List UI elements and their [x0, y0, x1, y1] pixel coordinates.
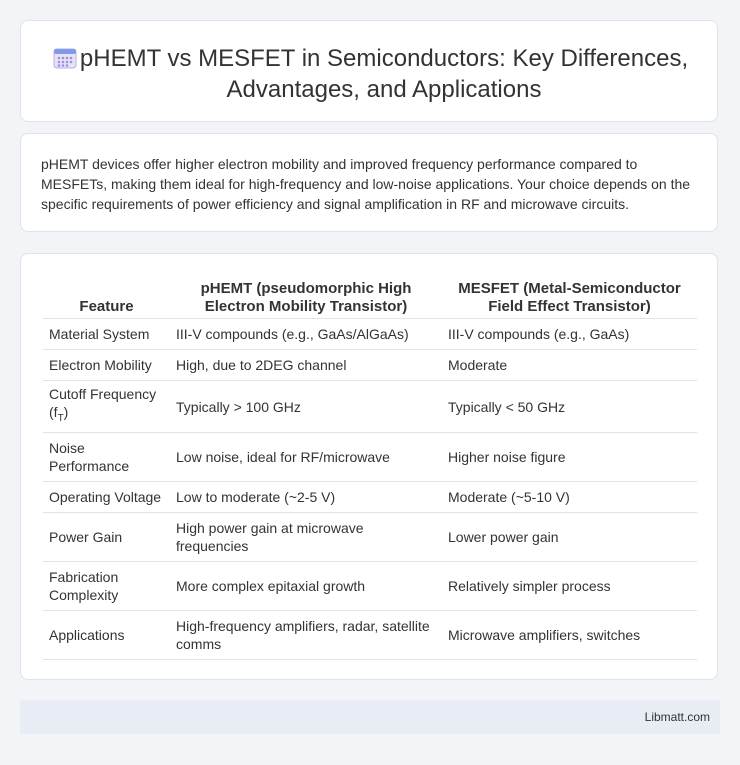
row-phemt: High power gain at microwave frequencies [170, 513, 442, 562]
row-mesfet: Higher noise figure [442, 433, 697, 482]
intro-card [20, 133, 718, 232]
row-feature: Operating Voltage [43, 482, 170, 513]
row-mesfet: Microwave amplifiers, switches [442, 611, 697, 660]
row-mesfet: Moderate [442, 350, 697, 381]
cutoff-label: Cutoff Frequency (f [49, 386, 157, 421]
row-feature: Material System [43, 319, 170, 350]
table-row [43, 562, 697, 611]
row-mesfet: Relatively simpler process [442, 562, 697, 611]
row-phemt: Low noise, ideal for RF/microwave [170, 433, 442, 482]
header-mesfet: MESFET (Metal-Semiconductor Field Effect Transistor) [442, 276, 697, 319]
row-feature: Applications [43, 611, 170, 660]
intro-text: pHEMT devices offer higher electron mobility and improved frequency performance compared to MESFETs, making them ideal for high-frequency and low-noise applications. Your choice depends on the specific requirements of power efficiency and signal amplification in RF and microwave circuits. [41, 156, 691, 212]
row-feature: Electron Mobility [43, 350, 170, 381]
footer-brand[interactable]: Libmatt.com [644, 710, 710, 724]
header-phemt: pHEMT (pseudomorphic High Electron Mobility Transistor) [170, 276, 442, 319]
row-mesfet: Typically < 50 GHz [442, 381, 697, 433]
row-phemt: III-V compounds (e.g., GaAs/AlGaAs) [170, 319, 442, 350]
table-header-row [43, 276, 697, 319]
title-card [20, 20, 718, 122]
cutoff-close: ) [63, 404, 69, 421]
row-phemt: Low to moderate (~2-5 V) [170, 482, 442, 513]
comparison-table [43, 276, 697, 660]
row-mesfet: Lower power gain [442, 513, 697, 562]
table-row [43, 482, 697, 513]
table-row [43, 433, 697, 482]
row-phemt: High, due to 2DEG channel [170, 350, 442, 381]
table-row [43, 611, 697, 660]
header-feature: Feature [43, 276, 170, 319]
row-phemt: Typically > 100 GHz [170, 381, 442, 433]
row-mesfet: III-V compounds (e.g., GaAs) [442, 319, 697, 350]
row-mesfet: Moderate (~5-10 V) [442, 482, 697, 513]
row-feature [43, 381, 170, 433]
table-row [43, 381, 697, 433]
footer [20, 700, 720, 734]
comparison-card [20, 253, 718, 680]
row-feature: Power Gain [43, 513, 170, 562]
table-row [43, 319, 697, 350]
row-phemt: More complex epitaxial growth [170, 562, 442, 611]
table-row [43, 513, 697, 562]
row-phemt: High-frequency amplifiers, radar, satellite comms [170, 611, 442, 660]
row-feature: Fabrication Complexity [43, 562, 170, 611]
row-feature: Noise Performance [43, 433, 170, 482]
table-row [43, 350, 697, 381]
page-title: pHEMT vs MESFET in Semiconductors: Key Differences, Advantages, and Applications [79, 45, 689, 103]
cutoff-subscript: T [57, 412, 64, 424]
